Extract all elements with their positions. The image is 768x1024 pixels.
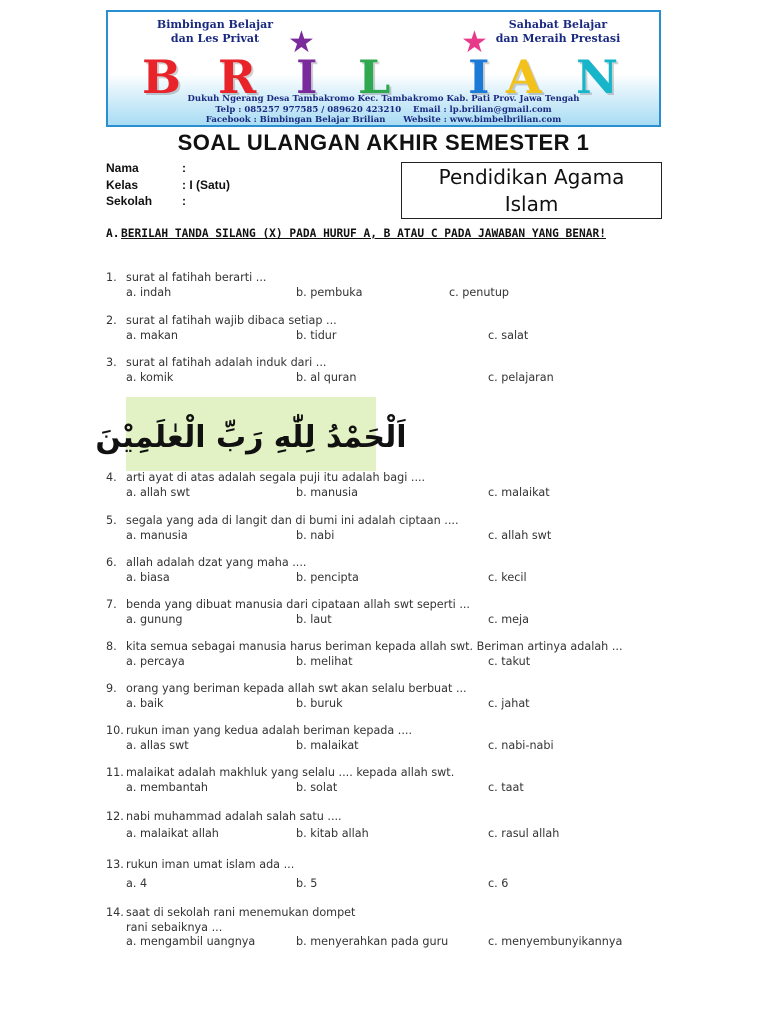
question-item <box>106 640 666 669</box>
identity-row-nama <box>106 160 230 177</box>
arabic-verse-text: اَلْحَمْدُ لِلّٰهِ رَبِّ الْعٰلَمِيْنَ <box>95 420 407 455</box>
brand-letter: L <box>358 50 391 104</box>
question-item <box>106 314 666 343</box>
brand-letter: A <box>506 50 542 104</box>
identity-value: : <box>182 194 186 208</box>
brand-letter: I <box>468 50 490 104</box>
answer-options <box>126 286 666 301</box>
option-a[interactable]: a. allas swt <box>126 738 189 752</box>
option-b[interactable]: b. solat <box>296 780 338 794</box>
question-item <box>106 810 666 841</box>
star-icon: ★ <box>288 25 315 60</box>
question-stem: segala yang ada di langit dan di bumi ini adalah ciptaan .... <box>126 514 459 527</box>
option-a[interactable]: a. komik <box>126 370 174 384</box>
identity-value: : <box>182 161 186 175</box>
option-a[interactable]: a. percaya <box>126 654 185 668</box>
option-c[interactable]: c. menyembunyikannya <box>488 935 623 948</box>
option-a[interactable]: a. allah swt <box>126 485 190 499</box>
option-a[interactable]: a. makan <box>126 328 178 342</box>
option-b[interactable]: b. melihat <box>296 654 353 668</box>
option-c[interactable]: c. allah swt <box>488 528 552 542</box>
banner-left-line1: Bimbingan Belajar <box>156 18 274 31</box>
question-item <box>106 356 666 385</box>
banner-facebook: Facebook : Bimbingan Belajar Brilian <box>205 115 386 125</box>
answer-options <box>126 329 666 344</box>
question-number: 10. <box>106 724 124 737</box>
option-b[interactable]: b. laut <box>296 612 332 626</box>
arabic-verse-image <box>95 397 407 471</box>
page-title: SOAL ULANGAN AKHIR SEMESTER 1 <box>177 130 590 155</box>
question-number: 5. <box>106 514 117 527</box>
question-stem: arti ayat di atas adalah segala puji itu adalah bagi .... <box>126 471 426 484</box>
question-item <box>106 471 666 500</box>
answer-options <box>126 697 666 712</box>
arabic-calligraphy <box>95 397 407 471</box>
option-b[interactable]: b. buruk <box>296 696 343 710</box>
question-item <box>106 271 666 300</box>
question-number: 13. <box>106 858 124 871</box>
student-identity <box>106 160 230 210</box>
option-c[interactable]: c. salat <box>488 328 529 342</box>
brand-letter: R <box>218 50 257 104</box>
subject-box <box>401 162 662 219</box>
question-number: 4. <box>106 471 117 484</box>
identity-value: : I (Satu) <box>182 177 230 192</box>
option-b[interactable]: b. kitab allah <box>296 826 369 840</box>
option-a[interactable]: a. gunung <box>126 612 183 626</box>
question-item <box>106 906 666 950</box>
option-b[interactable]: b. malaikat <box>296 738 359 752</box>
identity-label: Sekolah <box>106 194 153 208</box>
answer-options <box>126 486 666 501</box>
question-stem: surat al fatihah wajib dibaca setiap ... <box>126 314 337 327</box>
section-label: A. <box>106 227 120 240</box>
subject-line1: Pendidikan Agama <box>438 165 625 189</box>
option-b[interactable]: b. 5 <box>296 876 318 890</box>
answer-options <box>126 739 666 754</box>
banner-contact-row2 <box>108 115 659 126</box>
question-item <box>106 598 666 627</box>
instruction-text: BERILAH TANDA SILANG (X) PADA HURUF A, B ATAU C PADA JAWABAN YANG BENAR! <box>121 227 606 240</box>
option-c[interactable]: c. takut <box>488 654 531 668</box>
banner-telp: Telp : 085257 977585 / 089620 423210 <box>215 104 402 115</box>
option-c[interactable]: c. rasul allah <box>488 826 560 840</box>
question-stem-continued: rani sebaiknya ... <box>126 920 223 934</box>
option-b[interactable]: b. pembuka <box>296 285 363 299</box>
option-b[interactable]: b. tidur <box>296 328 337 342</box>
banner-right-line1: Sahabat Belajar <box>508 18 608 31</box>
question-item <box>106 858 666 891</box>
question-number: 7. <box>106 598 117 611</box>
option-c[interactable]: c. penutup <box>449 285 510 299</box>
question-stem: rukun iman umat islam ada ... <box>126 858 295 871</box>
question-stem: malaikat adalah makhluk yang selalu .... kepada allah swt. <box>126 766 455 779</box>
option-b[interactable]: b. pencipta <box>296 570 359 584</box>
banner-right-line2: dan Meraih Prestasi <box>495 32 621 45</box>
option-c[interactable]: c. jahat <box>488 696 530 710</box>
option-a[interactable]: a. mengambil uangnya <box>126 935 256 948</box>
answer-options <box>126 827 666 842</box>
question-stem: surat al fatihah adalah induk dari ... <box>126 356 327 369</box>
question-number: 11. <box>106 766 124 779</box>
question-stem: surat al fatihah berarti ... <box>126 271 267 284</box>
identity-row-sekolah <box>106 193 230 210</box>
banner-contact-row1 <box>108 105 659 116</box>
star-icon: ★ <box>461 25 488 60</box>
option-a[interactable]: a. manusia <box>126 528 188 542</box>
question-stem: rukun iman yang kedua adalah beriman kepada .... <box>126 724 413 737</box>
answer-options <box>126 781 666 796</box>
option-c[interactable]: c. pelajaran <box>488 370 554 384</box>
option-b[interactable]: b. menyerahkan pada guru <box>296 935 449 948</box>
option-c[interactable]: c. nabi-nabi <box>488 738 554 752</box>
option-c[interactable]: c. malaikat <box>488 485 550 499</box>
option-a[interactable]: a. biasa <box>126 570 170 584</box>
answer-options <box>126 529 666 544</box>
option-b[interactable]: b. manusia <box>296 485 358 499</box>
option-c[interactable]: c. taat <box>488 780 524 794</box>
banner-email: Email : lp.brilian@gmail.com <box>413 104 552 115</box>
answer-options <box>126 571 666 586</box>
banner-left-line2: dan Les Privat <box>170 32 260 45</box>
identity-row-kelas <box>106 177 230 194</box>
option-a[interactable]: a. 4 <box>126 876 148 890</box>
subject-line2: Islam <box>504 192 559 216</box>
banner-address: Dukuh Ngerang Desa Tambakromo Kec. Tambakromo Kab. Pati Prov. Jawa Tengah <box>187 94 580 104</box>
option-c[interactable]: c. 6 <box>488 876 509 890</box>
option-b[interactable]: b. al quran <box>296 370 357 384</box>
answer-options <box>126 935 666 950</box>
option-c[interactable]: c. kecil <box>488 570 527 584</box>
answer-options <box>126 655 666 670</box>
identity-label: Nama <box>106 161 139 175</box>
option-a[interactable]: a. membantah <box>126 780 209 794</box>
option-a[interactable]: a. malaikat allah <box>126 826 219 840</box>
question-number: 12. <box>106 810 124 823</box>
answer-options <box>126 371 666 386</box>
option-b[interactable]: b. nabi <box>296 528 335 542</box>
banner-website: Website : www.bimbelbrilian.com <box>403 115 562 125</box>
brand-letter: N <box>576 50 619 104</box>
question-number: 1. <box>106 271 117 284</box>
question-stem: orang yang beriman kepada allah swt akan selalu berbuat ... <box>126 682 467 695</box>
question-stem: saat di sekolah rani menemukan dompet <box>126 906 356 919</box>
question-item <box>106 682 666 711</box>
question-item <box>106 556 666 585</box>
question-stem: kita semua sebagai manusia harus beriman kepada allah swt. Beriman artinya adalah ... <box>126 640 623 653</box>
option-c[interactable]: c. meja <box>488 612 530 626</box>
section-instruction <box>106 226 662 241</box>
banner-contact-info <box>108 94 659 126</box>
brand-letter: B <box>142 50 181 104</box>
question-stem: benda yang dibuat manusia dari cipataan allah swt seperti ... <box>126 598 470 611</box>
identity-label: Kelas <box>106 177 139 192</box>
question-number: 9. <box>106 682 117 695</box>
question-number: 8. <box>106 640 117 653</box>
question-item <box>106 766 666 795</box>
question-number: 2. <box>106 314 117 327</box>
question-item <box>106 514 666 543</box>
question-stem: allah adalah dzat yang maha .... <box>126 556 307 569</box>
option-a[interactable]: a. baik <box>126 696 164 710</box>
option-a[interactable]: a. indah <box>126 285 172 299</box>
answer-options <box>126 877 666 892</box>
answer-options <box>126 613 666 628</box>
question-number: 6. <box>106 556 117 569</box>
question-number: 14. <box>106 906 124 919</box>
question-number: 3. <box>106 356 117 369</box>
header-banner <box>106 10 661 127</box>
brand-letter: I <box>296 50 318 104</box>
question-item <box>106 724 666 753</box>
question-stem: nabi muhammad adalah salah satu .... <box>126 810 342 823</box>
